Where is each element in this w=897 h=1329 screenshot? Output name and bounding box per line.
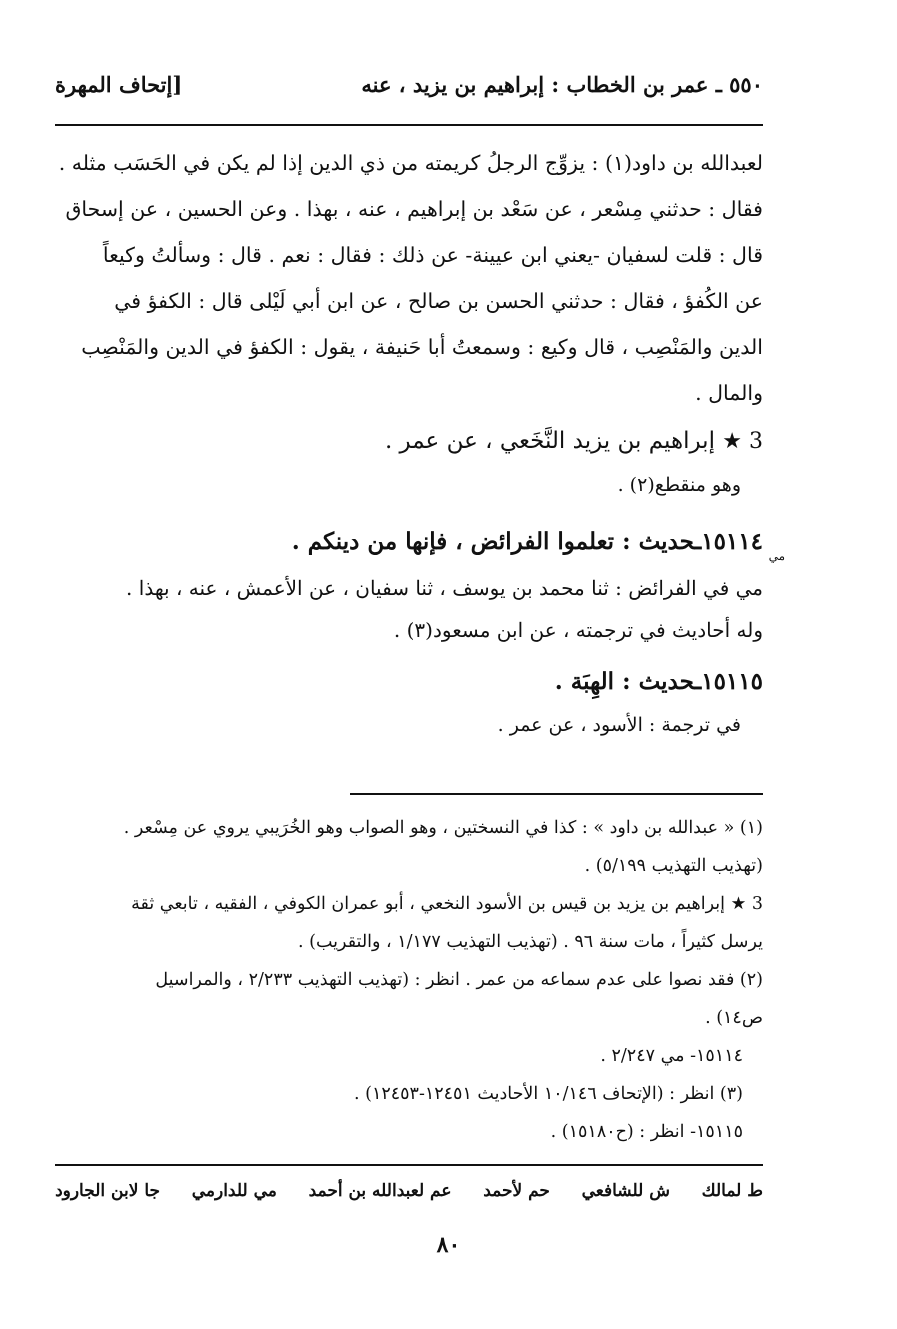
abbreviation-legend	[55, 1174, 763, 1208]
hadith-number: ١٥١١٤	[701, 528, 763, 555]
footnote-divider	[350, 793, 763, 795]
footnote-line: ص١٤) .	[705, 1008, 763, 1028]
narrator-heading	[55, 418, 763, 465]
footnote-line: (١) « عبدالله بن داود » : كذا في النسختين ، وهو الصواب وهو الخُرَيبي يروي عن مِسْعر .	[123, 818, 763, 838]
paragraph-line: فقال : حدثني مِسْعر ، عن سَعْد بن إبراهيم ، عنه ، بهذا . وعن الحسين ، عن إسحاق	[65, 197, 763, 221]
hadith-heading	[55, 519, 763, 565]
narrator-entry	[55, 418, 763, 505]
page-number: ٨٠	[436, 1232, 461, 1258]
legend-divider	[55, 1164, 763, 1166]
legend-item: ط لمالك	[701, 1181, 763, 1201]
header-book-title: [إتحاف المهرة	[55, 72, 183, 97]
legend-item: جا لابن الجارود	[55, 1181, 161, 1201]
main-text	[55, 140, 785, 745]
hadith-15114	[55, 519, 785, 651]
footnote-line: ١٥١١٤- مي ٢/٢٤٧ .	[600, 1046, 743, 1066]
star-marker: 3 ★	[722, 429, 763, 454]
paragraph-line: الدين والمَنْصِب ، قال وكيع : وسمعتُ أبا حَنيفة ، يقول : الكفؤ في الدين والمَنْصِب	[81, 335, 763, 359]
narrator-note: وهو منقطع(٢) .	[617, 474, 741, 496]
source-code: مي	[768, 549, 785, 563]
paragraph-line: لعبدالله بن داود(١) : يزوِّج الرجلُ كريمته من ذي الدين إذا لم يكن في الحَسَب مثله .	[58, 151, 763, 175]
paragraph-line: قال : قلت لسفيان -يعني ابن عيينة- عن ذلك : فقال : نعم . قال : وسألتُ وكيعاً	[102, 243, 763, 267]
narrator-title: إبراهيم بن يزيد النَّخَعي ، عن عمر .	[384, 428, 715, 454]
footnote-line: ١٥١١٥- انظر : (ح١٥١٨٠) .	[550, 1122, 743, 1142]
paragraph-line: والمال .	[695, 381, 763, 405]
footnote-line: 3 ★ إبراهيم بن يزيد بن قيس بن الأسود النخعي ، أبو عمران الكوفي ، الفقيه ، تابعي ثقة	[131, 894, 763, 914]
footnotes	[55, 812, 763, 1154]
legend-item: مي للدارمي	[191, 1181, 277, 1201]
legend-item: حم لأحمد	[483, 1181, 550, 1201]
continued-paragraph	[55, 140, 763, 416]
hadith-heading	[55, 659, 763, 705]
paragraph-line: عن الكُفؤ ، فقال : حدثني الحسن بن صالح ، عن ابن أبي لَيْلى قال : الكفؤ في	[114, 289, 763, 313]
legend-item: عم لعبدالله بن أحمد	[308, 1181, 452, 1201]
hadith-number: ١٥١١٥	[701, 668, 763, 695]
footnote-line: (تهذيب التهذيب ٥/١٩٩) .	[584, 856, 763, 876]
footnote-line: (٣) انظر : (الإتحاف ١٠/١٤٦ الأحاديث ١٢٤٥١-١٢٤٥٣) .	[353, 1084, 743, 1104]
footnote-line: يرسل كثيراً ، مات سنة ٩٦ . (تهذيب التهذيب ١/١٧٧ ، والتقريب) .	[298, 932, 763, 952]
header-chapter-title: ٥٥٠ ـ عمر بن الخطاب : إبراهيم بن يزيد ، عنه	[361, 72, 763, 97]
footnote-line: (٢) فقد نصوا على عدم سماعه من عمر . انظر : (تهذيب التهذيب ٢/٢٣٣ ، والمراسيل	[155, 970, 763, 990]
hadith-title: ـحديث : تعلموا الفرائض ، فإنها من دينكم .	[291, 528, 702, 555]
hadith-15115	[55, 659, 763, 745]
hadith-line: وله أحاديث في ترجمته ، عن ابن مسعود(٣) .	[393, 618, 763, 642]
hadith-line: في ترجمة : الأسود ، عن عمر .	[497, 714, 741, 736]
legend-item: ش للشافعي	[581, 1181, 670, 1201]
hadith-title: ـحديث : الهِبَة .	[554, 668, 702, 695]
hadith-line: مي في الفرائض : ثنا محمد بن يوسف ، ثنا سفيان ، عن الأعمش ، عنه ، بهذا .	[126, 576, 763, 600]
header-divider	[55, 124, 763, 126]
running-header	[55, 72, 763, 112]
